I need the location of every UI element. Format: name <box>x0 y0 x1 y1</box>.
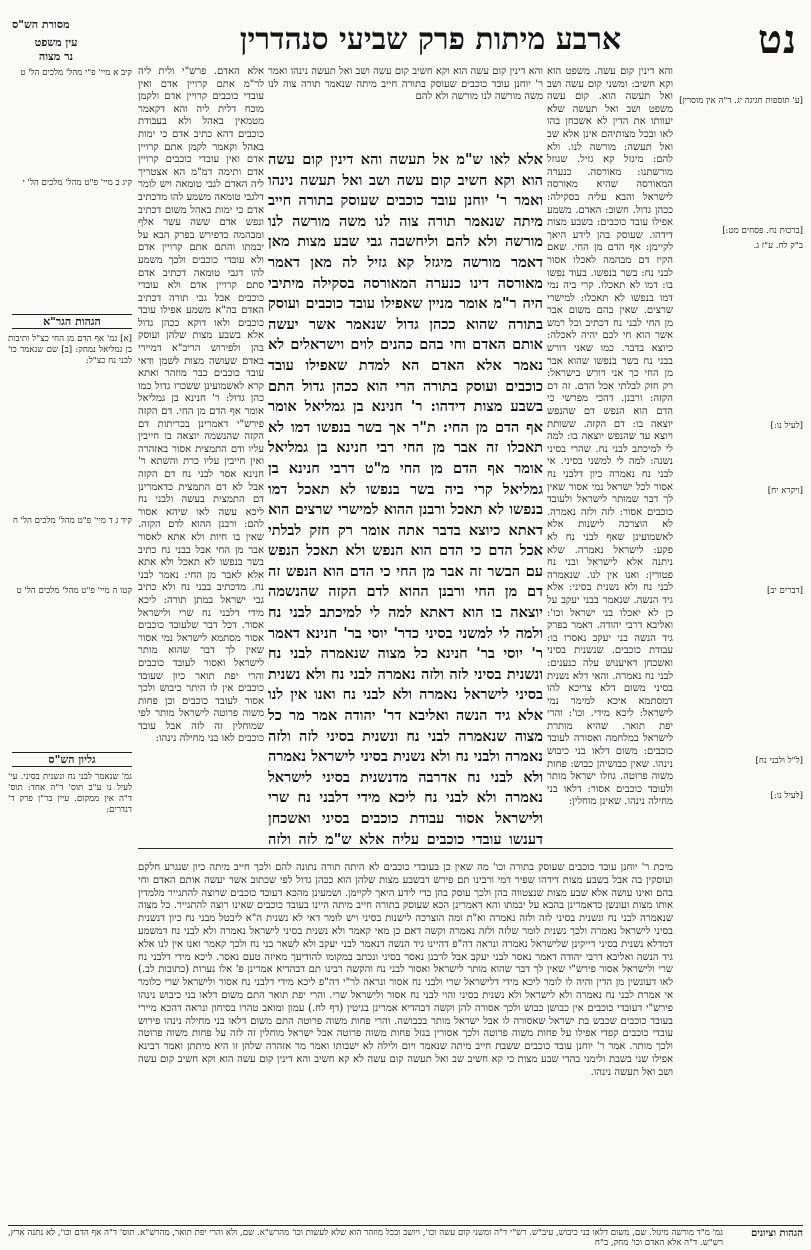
margin-ref: [לעיל נו:] <box>770 791 803 801</box>
gemara-main-text: אלא לאו ש"מ אל תעשה והא דינין קום עשה הוא וקא חשיב קום עשה ושב ואל תעשה נינהו ואמר ר' יוחנן עובד כוכבים שעוסק בתורה חייב מיתה שנאמר תורה צוה לנו משה מורשה לנו מורשה ולא להם וליחשבה גבי שבע מצות מאן דאמר מורשה מיגזל קא גזיל לה מאן דאמר מאורסה דינו כנערה המאורסה בסקילה מיתיבי היה ר"מ אומר מניין שאפילו עובד כוכבים ועוסק בתורה שהוא ככהן גדול שנאמר אשר יעשה אותם האדם וחי בהם כהנים לוים וישראלים לא נאמר אלא האדם הא למדת שאפילו עובד כוכבים ועוסק בתורה הרי הוא ככהן גדול התם בשבע מצות דידהו: ר' חנינא בן גמליאל אומר אף הדם מן החי: ת"ר אך בשר בנפשו דמו לא תאכלו זה אבר מן החי רבי חנינא בן גמליאל אומר אף הדם מן החי מ"ט דרבי חנינא בן גמליאל קרי ביה בשר בנפשו לא תאכל דמו בנפשו לא תאכל ורבנן ההוא למישרי שרצים הוא דאתא כיוצא בדבר אתה אומר רק חזק לבלתי אכל הדם כי הדם הוא הנפש ולא תאכל הנפש עם הבשר זה אבר מן החי כי הדם הוא הנפש זה דם מן החי ורבנן ההוא לדם הקזה שהנשמה יוצאה בו הוא דאתא למה לי למיכתב לבני נח ולמה לי למשני בסיני כדר' יוסי בר' חנינא דאמר ר' יוסי בר' חנינא כל מצוה שנאמרה לבני נח ונשנית בסיני לזה ולזה נאמרה לבני נח ולא נשנית בסיני לישראל נאמרה ולא לבני נח ואנו אין לנו אלא גיד הנשה ואליבא דר' יהודה אמר מר כל מצוה שנאמרה לבני נח ונשנית בסיני לזה ולזה נאמרה ולבני נח ולא נשנית בסיני לישראל נאמרה ולא לבני נח אדרבה מדנשנית בסיני לישראל נאמרה ולא לבני נח ליכא מידי דלבני נח שרי ולישראל אסור עבודת כוכבים בסיני ואשכחן דענשו עובדי כוכבים עליה אלא ש"מ לזה ולזה <box>268 151 543 848</box>
rashi-commentary <box>547 66 673 846</box>
ein-mishpat-entry: קיד ג ד מיי' פ"ט מהל' מלכים הל' ח <box>12 516 132 526</box>
page-header <box>10 14 801 62</box>
masoret-hashas-margin <box>679 66 803 846</box>
page-number: נט <box>757 16 797 63</box>
gemara-main <box>268 150 543 850</box>
ein-mishpat-entry: קיג ב מיי' פ"ט מהל' מלכים הל' י <box>22 178 132 188</box>
gemara-top <box>268 66 543 146</box>
gilyon-hashas-title: גליון הש"ס <box>12 752 132 767</box>
bottom-commentary <box>138 852 673 1227</box>
gilyon-hashas-text: גמ' שנאמר לבני נח ונשנית בסיני. עי' לעיל נו ע"ב תוס' ד"ה אחד: תוס' ד"ה אין ממקום. עיין בר"ן פרק ד' דנדרים: <box>8 772 132 815</box>
ein-mishpat-entry: קיב א מיי' פ"י מהל' מלכים הל' ט <box>20 68 132 78</box>
running-title: ארבע מיתות פרק שביעי סנהדרין <box>239 22 622 57</box>
margin-ref: [דברים יב] <box>767 586 803 596</box>
margin-ref: [ע' תוספות חגיגה יג. ד"ה אין מוסרין] <box>679 96 803 106</box>
tosafot-commentary <box>138 66 264 846</box>
footer-label: הגהות וציונים <box>750 1228 803 1239</box>
masoret-hashas-label: מסורת הש"ס <box>12 18 70 31</box>
hagahot-gra-text: [א] גמ' אף הדם מן החי כצ"ל ותיבות בן גמליאל נמחק: [ב] שם שנאמר כו' לבני נח כצ"ל: <box>8 334 132 366</box>
rashi-text: והא דינין קום עשה. משפט הוא וקא חשיב: ומשני קום עשה ושב ואל תעשה הוא. קום עשה משפט ושב ואל תעשה שלא יעוותו את הדין לא אשכחן בהו לאו ובכל מצותיהם אינן אלא שב ואל תעשה: מורשה לנו. ולא להם: מיגזל קא גזיל. שגוזל מורשתנו: מאורסה. כנערה המאורסה שהיא מאורסה לישראל והבא עליה בסקילה: ככהן גדול. חשוב: האדם. משמע אפילו עובד כוכבים: בשבע מצות דידהו. שעוסק בהן לידע היאך לקיימן: אף הדם מן החי. שאם הקיז דם מבהמה לאכלו אסור לבני נח: בשר בנפשו. בעוד נפשו בו: דמו לא תאכלו. קרי ביה נמי דמו בנפשו לא תאכלו: למישרי שרצים. שאין בהם משום אבר מן החי לבני נח דכתיב וכל רמש אשר הוא חי לכם יהיה לאכלה: כיוצא בדבר. כמו שאני דורש בבני נח בשר בנפשו שהוא אבר מן החי כך אני דורש בישראל: רק חזק לבלתי אכל הדם. זה דם הקזה: ורבנן. דהכי מפרשי כי הדם הוא הנפש דם שהנפש יוצאה בו: דם הקזה. ששותת ויוצא עד שהנפש יוצאה בו: למה לי למיכתב לבני נח. שהרי בסיני נשנה: למה לי למשני בסיני. אי לבני נח נאמרה כיון דלבני נח אסור לכל ישראל נמי אסור שאין לך דבר שמותר לישראל ולעובד כוכבים אסור: לזה ולזה נאמרה. לא הוצרכה לישנות אלא לאשמועינן שאף לבני נח לא פקע: לישראל נאמרה. שלא ניתנה אלא לישראל ובני נח פטורין: ואנו אין לנו. שנאמרה לבני נח ולא נשנית בסיני: אלא גיד הנשה. שנאמר בבני יעקב על כן לא יאכלו בני ישראל וכו': ואליבא דרבי יהודה. דאמר בפרק גיד הנשה בני יעקב נאסרו בו: עבודת כוכבים. שנשנית בסיני ואשכחן דאיענוש עלה כנענים: לבני נח נאמרה. והאי דלא נשנית בסיני משום דלא צריכא להו דמסתמא איכא למימר נמי לישראל: ליכא מידי. וכו': והרי יפת תואר. שהיא מותרת לישראל במלחמה ואסורה לעובד כוכבים: משום דלאו בני כיבוש נינהו. שאין כבושיהן כבוש: פחות משוה פרוטה. גוזלו ישראל מותר ולעובד כוכבים אסור: דלאו בני מחילה נינהו. שאינן מוחלין: <box>547 66 673 808</box>
margin-ref: [ויקרא יח] <box>767 486 803 496</box>
margin-ref: [לעיל נו:] <box>770 421 803 431</box>
margin-ref: [ל"ל ולבני נח] <box>755 756 803 766</box>
bottom-commentary-text: מיכת ר' יוחנן עובד כוכבים שעוסק בתורה וכו' מה שאין כן בעובדי כוכבים לא היתה תורה נתונה להם ולכך חייב מיתה כיון שנגרע חלקם ועוסקין בה אבל בשבע מצות דידהו שפיר דמי ורבינו תם פירש דבשבע מצות שלהן הוא ככהן גדול לפי שכתוב אשר יעשה אותם האדם וחי בהם ואינו עושה אלא שבע מצות שנצטווה בהן ולכך עוסק בהן כדי לידע היאך לקיימן. ושמעינן מהכא דעובד כוכבים שרוצה להתגייר מלמדין אותו מצות ועונשן כדאמרינן בהבא על יבמתו והא דאמרינן הכא שעוסק בתורה חייב מיתה היינו בעובד כוכבים שאינו רוצה להתגייר. כל מצוה שנאמרה לבני נח ונשנית בסיני לזה ולזה נאמרה וא"ת ומה הוצרכה לישנות בסיני ויש לומר דאי לא נשנית ה"א ליבטל מבני נח כיון דנשנית בסיני לישראל נאמרה ולכך נשנית לומר שלזה ולזה נאמרה וקשה דאם כן מאי קאמר ולא נשנית בסיני לישראל נאמרה ולא לבני נח דמשמע דמדלא נשנית בסיני דייקינן שלישראל נאמרה ונראה דה"פ דהיינו גיד הנשה דנאמר לבני יעקב ולא לשאר בני נח ולכך קאמר ואנו אין לנו אלא גיד הנשה ואליבא דרבי יהודה דאמר נאסר לבני יעקב אבל לרבנן נאסר בסיני ונכתב במקומו להודיעך מאיזה טעם נאסר. ליכא מידי דלבני נח שרי ולישראל אסור פירש"י שאין לך דבר שהוא מותר לישראל ואסור לבני נח והקשה רבינו תם דבהדיא אמרינן פ' אלו נערות (כתובות לב.) לאו דעונשין מן הדין והיה לו לומר ליכא מידי דלישראל שרי ולבני נח אסור ונראה לר"י דה"פ ליכא מידי דלבני נח אסור ולישראל שרי כלומר אי אמרת לבני נח נאמרה ולא לישראל ולא נשנית בסיני והוי לבני נח אסור ולישראל שרי. והרי יפת תואר התם משום דלאו בני כיבוש נינהו פירש"י דעובדי כוכבים אין כבושן כבוש ולכך אסורה להן וקשה דבהדיא אמרינן בגיטין (דף לח.) עמון ומואב טהרו בסיחון ונראה דהכא מיירי בעובד כוכבים שכבש בת ישראל שאסורה לו אבל ישראל מותר בכבושה. והרי פחות משוה פרוטה התם משום דלאו בני מחילה נינהו פירוש עובדי כוכבים קפדי אפילו על פחות משוה פרוטה ולכך אסורין בגזל פחות משוה פרוטה אבל ישראל מוחלין זה לזה על פחות משוה פרוטה ולכך מותר. אמר ר' יוחנן עובד כוכבים ששבת חייב מיתה שנאמר ויום ולילה לא ישבותו ואמר מר אזהרה שלהן זו היא מיתתן ואמר רבינא אפילו שני בשבת ולימני בהדי שבע מצות כי קא חשיב שב ואל תעשה קום עשה לא קא חשיב והא דינין קום עשה הוא וקא חשיב קום עשה ושב ואל תעשה נינהו. <box>138 862 673 1078</box>
margin-ref: ב"ק לח. ע"ז ג. <box>753 241 803 251</box>
footer-text: גמ' מ"ד מורשה מיגזל. שם, משום דלאו בני כיבוש, עיב"ש. רש"י ד"ה ומשני קום עשה וכו', ויושב ובכל מוזהר הוא שלא לעשות וכו' מהרש"א. שם, ולא והרי יפת תואר, מהרש"א. תוס' ד"ה אף הדם וכו', לא נתנה ארץ, רש"ש. ד"ה אלא האדם וכו' מחק, ב"ח <box>8 1228 723 1248</box>
ein-mishpat-margin <box>8 66 132 846</box>
gemara-top-text: והא דינין קום עשה הוא וקא חשיב קום עשה ושב ואל תעשה נינהו ואמר ר' יוחנן עובד כוכבים שעוסק בתורה חייב מיתה שנאמר תורה צוה לנו משה מורשה לנו מורשה ולא להם <box>268 66 543 103</box>
ein-mishpat-label: עין משפט נר מצוה <box>34 36 78 63</box>
section-divider <box>138 848 673 849</box>
margin-ref: [ברכות נח. פסחים מט:] <box>722 226 803 236</box>
page-footer <box>8 1228 803 1248</box>
tosafot-text: אלא האדם. פרש"י ולית ליה לר"מ אתם קרויין אדם ואין עובדי כוכבים קרויין אדם ולקמן מוכח דלית ליה והא דקאמר מטמאין באהל ולא בעבודת כוכבים דהא כתיב אדם כי ימות באהל וקאמר לקמן אתם קרויין אדם ואין עובדי כוכבים קרויין אדם ותימה דמ"מ הא אצטריך ליה האדם לגבי טומאה ויש לומר דלגבי טומאה משמע להו מדכתיב אדם כי ימות באהל משום דכתיב ונפש אדם ששה עשר אלף ומבהמה כדפירש בפרק הבא על יבמתו והתם אתם קרויין אדם ולא עובדי כוכבים ולכך משמע להו דגבי טומאה דכתיב אדם סתם קרויין אדם ולא עובדי כוכבים אבל גבי תורה דכתיב האדם בה"א משמע אפילו עובד כוכבים ולאו דוקא ככהן גדול אלא בשבע מצות שלהן ועוסק בהן ולפירוש הריב"א דמיירי באדם שעושה מצות לשמן ודאי עובד כוכבים כבר מוזהר ואתא קרא לאשמועינן ששכרו גדול כמו כהן גדול: ר' חנינא בן גמליאל אומר אף הדם מן החי. דם הקזה פירש"י דאמרינן בכריתות דם הקזה שהנשמה יוצאה בו חייבין עליו ודם התמצית אסור באזהרה ואין חייבין עליו כרת והשתא ר' חנינא אסר לבני נח דם הקזה אבל לא דם התמצית כדאמרינן דם התמצית בעשה ולבני נח ליכא עשה לאו שיהא אסור להם: ורבנן ההוא לדם הקזה. שאין בו חיות ולא אתא לאסור אבר מן החי אבל בבני נח כתיב בשר בנפשו לא תאכל ולא אתא אלא לאבר מן החי: נאמר לבני נח. מדכתיב בבני נח ולא כתיב גבי ישראל במתן תורה: ליכא מידי דלבני נח שרי ולישראל אסור. דכל דבר שלעובד כוכבים אסור מסתמא לישראל נמי אסור שאין לך דבר שהוא מותר לישראל ואסור לעובד כוכבים והרי יפת תואר כיון שעובד כוכבים אין לו היתר כיבוש ולכך אסור לעובד כוכבים וכן פחות משוה פרוטה לישראל מותר לפי שמוחלין זה לזה אבל עובד כוכבים לאו בני מחילה נינהו: <box>138 66 264 745</box>
hagahot-gra-title: הגהות הגר"א <box>12 314 132 329</box>
ein-mishpat-entry: קטו ה מיי' פ"ט מהל' מלכים הל' ט <box>16 586 132 596</box>
